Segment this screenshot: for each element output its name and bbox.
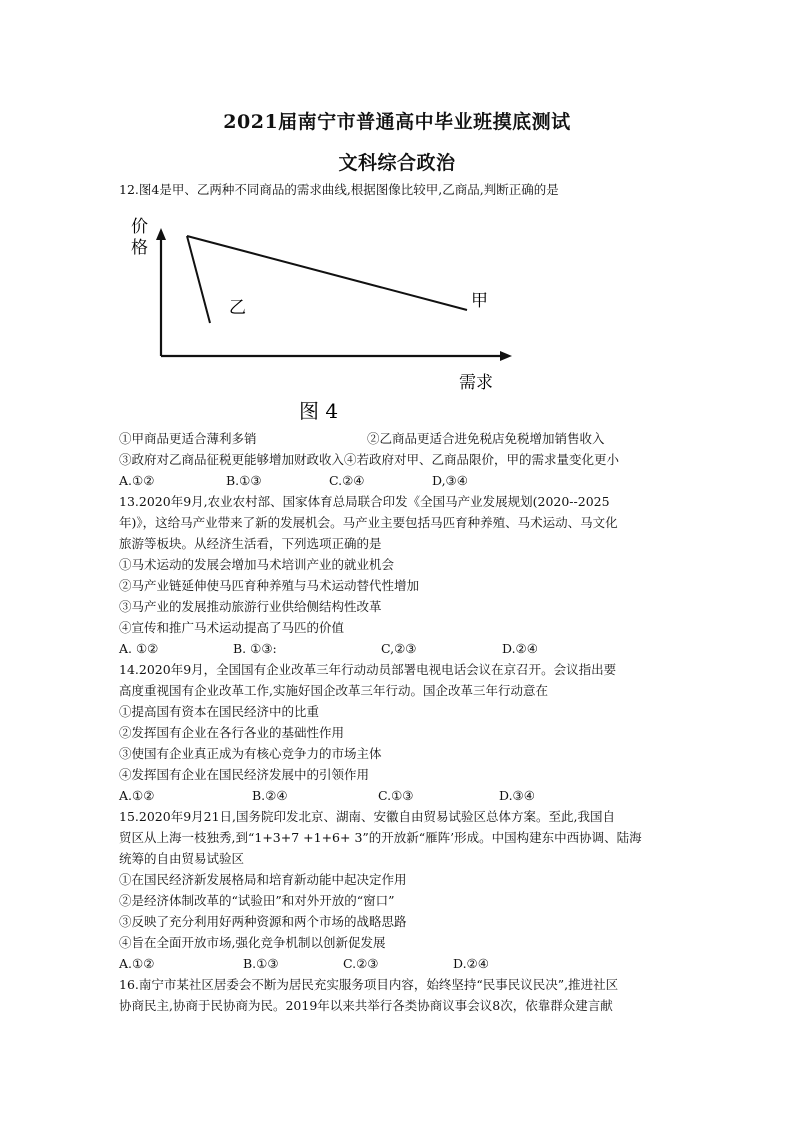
y-axis-arrow [156, 228, 166, 240]
q14-choice-a[interactable]: A.①② [119, 788, 155, 803]
q12-choice-b[interactable]: B.①③ [226, 473, 262, 488]
curve-yi-label: 乙 [229, 298, 246, 318]
q14-choice-d[interactable]: D.③④ [499, 788, 535, 803]
q15-choice-a[interactable]: A.①② [119, 956, 155, 971]
q14-option-2: ②发挥国有企业在各行各业的基础性作用 [119, 725, 345, 740]
q13-choice-c[interactable]: C,②③ [381, 641, 417, 656]
q12-choice-d[interactable]: D,③④ [432, 473, 468, 488]
q14-option-4: ④发挥国有企业在国民经济发展中的引领作用 [119, 767, 370, 782]
q14-choice-c[interactable]: C.①③ [378, 788, 414, 803]
x-axis-arrow [500, 351, 512, 361]
curve-jia-label: 甲 [471, 291, 488, 311]
q14-stem-line-1: 14.2020年9月，全国国有企业改革三年行动动员部署电视电话会议在京召开。会议指出要 [119, 662, 617, 677]
q13-option-4: ④宣传和推广马术运动提高了马匹的价值 [119, 620, 345, 635]
q15-stem-line-2: 贸区从上海一枝独秀,到“1+3+7 +1+6+ 3”的开放新“雁阵’形成。中国构建东中西协调、陆海 [119, 830, 642, 845]
q12-option-2: ②乙商品更适合进免税店免税增加销售收入 [367, 431, 605, 446]
demand-curve-figure [119, 198, 539, 428]
q14-choice-b[interactable]: B.②④ [252, 788, 288, 803]
q15-option-3: ③反映了充分利用好两种资源和两个市场的战略思路 [119, 914, 407, 929]
q16-stem-line-2: 协商民主,协商于民协商为民。2019年以来共举行各类协商议事会议8次，依靠群众建言献 [119, 998, 613, 1013]
q13-stem-line-1: 13.2020年9月,农业农村部、国家体育总局联合印发《全国马产业发展规划(2020--2025 [119, 494, 610, 509]
y-axis-label-1: 价 [131, 217, 148, 237]
q13-choice-b[interactable]: B. ①③: [233, 641, 277, 656]
q12-stem: 12.图4是甲、乙两种不同商品的需求曲线,根据图像比较甲,乙商品,判断正确的是 [119, 182, 559, 197]
q12-choice-a[interactable]: A.①② [119, 473, 155, 488]
q15-choice-c[interactable]: C.②③ [343, 956, 379, 971]
page-title: 2021届南宁市普通高中毕业班摸底测试 [223, 111, 571, 133]
q16-stem-line-1: 16.南宁市某社区居委会不断为居民充实服务项目内容，始终坚持“民事民议民决”,推进社区 [119, 977, 619, 992]
x-axis-label: 需求 [459, 373, 493, 393]
q15-option-2: ②是经济体制改革的“试验田”和对外开放的“窗口” [119, 893, 395, 908]
q13-choice-a[interactable]: A. ①② [119, 641, 159, 656]
q15-option-1: ①在国民经济新发展格局和培育新动能中起决定作用 [119, 872, 407, 887]
y-axis-label-2: 格 [131, 238, 148, 258]
q14-option-1: ①提高国有资本在国民经济中的比重 [119, 704, 320, 719]
q15-stem-line-1: 15.2020年9月21日,国务院印发北京、湖南、安徽自由贸易试验区总体方案。至此,我国自 [119, 809, 615, 824]
q12-option-1: ①甲商品更适合薄利多销 [119, 431, 257, 446]
q13-stem-line-3: 旅游等板块。从经济生活看，下列选项正确的是 [119, 536, 382, 551]
curve-yi [187, 236, 210, 323]
page-subtitle: 文科综合政治 [338, 152, 456, 174]
figure-caption: 图 4 [299, 399, 339, 423]
q15-option-4: ④旨在全面开放市场,强化竞争机制以创新促发展 [119, 935, 386, 950]
q13-stem-line-2: 年)》，这给马产业带来了新的发展机会。马产业主要包括马匹育种养殖、马术运动、马文化 [119, 515, 618, 530]
q14-stem-line-2: 高度重视国有企业改革工作,实施好国企改革三年行动。国企改革三年行动意在 [119, 683, 548, 698]
q13-option-1: ①马术运动的发展会增加马术培训产业的就业机会 [119, 557, 395, 572]
q13-choice-d[interactable]: D.②④ [502, 641, 538, 656]
q13-option-2: ②马产业链延伸使马匹育种养殖与马术运动替代性增加 [119, 578, 420, 593]
q12-option-row-2: ③政府对乙商品征税更能够增加财政收入④若政府对甲、乙商品限价，甲的需求量变化更小 [119, 452, 620, 467]
q15-choice-b[interactable]: B.①③ [243, 956, 279, 971]
q15-stem-line-3: 统筹的自由贸易试验区 [119, 851, 245, 866]
q14-option-3: ③使国有企业真正成为有核心竞争力的市场主体 [119, 746, 382, 761]
q12-option-row-1 [119, 430, 689, 447]
q15-choice-d[interactable]: D.②④ [453, 956, 489, 971]
q13-option-3: ③马产业的发展推动旅游行业供给侧结构性改革 [119, 599, 382, 614]
q12-choice-c[interactable]: C.②④ [329, 473, 365, 488]
